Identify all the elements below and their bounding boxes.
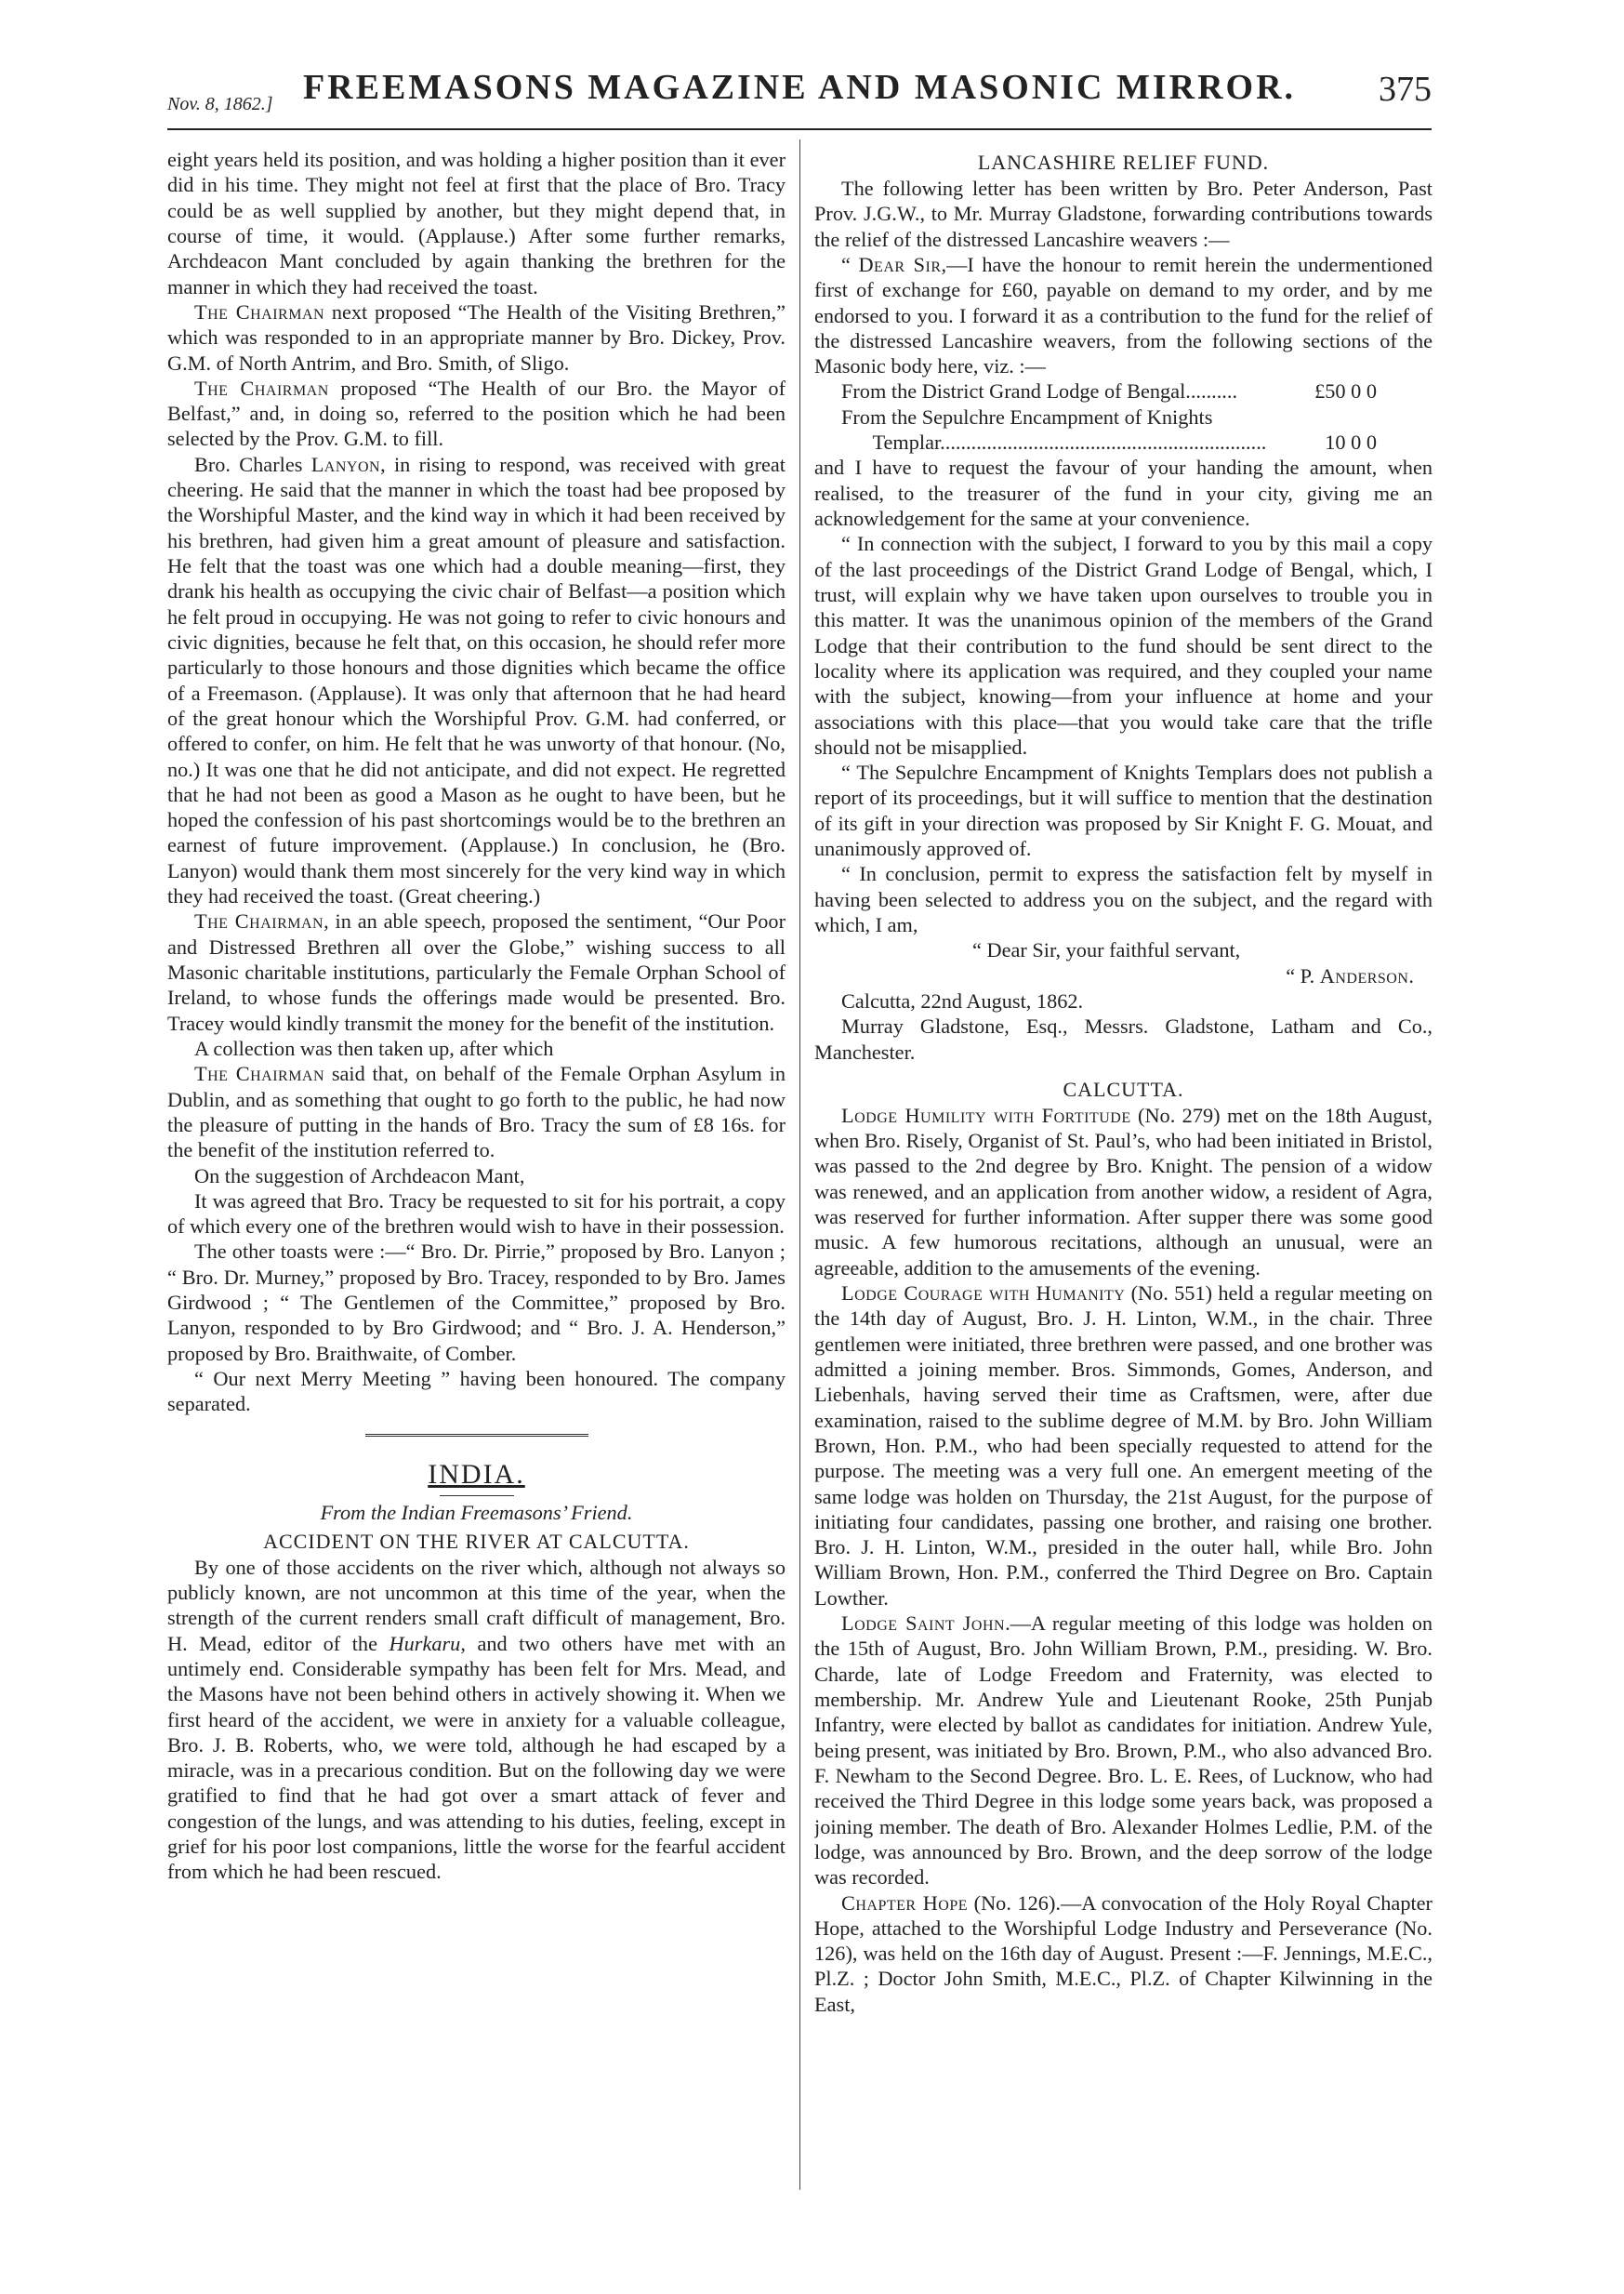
masthead — [167, 67, 1432, 123]
signature-text: . — [1408, 963, 1414, 988]
paragraph-text: , and two others have met with an untimely end. Considerable sympathy has been felt for Mrs. Mead, and the Masons have not been behind others in actively showing it. When we first heard of the accident, we were in anxiety for a valuable colleague, Bro. J. B. Roberts, who, we were told, although he had escaped by a miracle, was in a precarious condition. But on the following day we were gratified to find that he had got over a smart attack of fever and congestion of the lungs, and was attending to his duties, feeling, except in grief for his poor lost companions, little the worse for the fearful accident from which he had been rescued. — [167, 1631, 786, 1884]
paragraph — [814, 252, 1433, 379]
paragraph — [814, 1611, 1433, 1890]
column-divider — [799, 139, 800, 2190]
paragraph: “ The Sepulchre Encampment of Knights Templars does not publish a report of its proceedings, but it will suffice to mention that the destination of its gift in your direction was proposed by Sir Knight F. G. Mouat, and unanimously approved of. — [814, 761, 1433, 861]
section-heading: INDIA. — [428, 1458, 525, 1490]
paragraph — [167, 1555, 786, 1885]
dateline: Calcutta, 22nd August, 1862. — [840, 988, 1084, 1013]
article-heading: ACCIDENT ON THE RIVER AT CALCUTTA. — [263, 1529, 690, 1553]
paragraph: The following letter has been written by Bro. Peter Anderson, Past Prov. J.G.W., to Mr. Murray Gladstone, forwarding contributions towards the relief of the distressed Lancashire weavers :— — [814, 176, 1433, 251]
section-divider — [365, 1434, 588, 1439]
contribution-line: From the Sepulchre Encampment of Knights — [840, 404, 1213, 429]
paragraph — [167, 1061, 786, 1162]
paragraph: eight years held its position, and was holding a higher position than it ever did in his time. They might not feel at first that the place of Bro. Tracy could be as well supplied by another, but they might depend that, in course of time, it would. (Applause.) After some further remarks, Archdeacon Mant concluded by again thanking the brethren for the manner in which they had received the toast. — [167, 148, 786, 298]
section-subheading: From the Indian Freemasons’ Friend. — [320, 1501, 633, 1525]
publication-title: FREEMASONS MAGAZINE AND MASONIC MIRROR. — [302, 68, 1297, 107]
salutation: Dear Sir — [858, 252, 942, 276]
address-line: Murray Gladstone, Esq., Messrs. Gladstone, Latham and Co., Manchester. — [814, 1014, 1433, 1064]
contribution-amount: 10 0 0 — [1325, 431, 1377, 455]
paragraph-text: (No. 279) met on the 18th August, when Bro. Risely, Organist of St. Paul’s, who had been initiated in Bristol, was passed to the 2nd degree by Bro. Knight. The pension of a widow was renewed, and an application from another widow, a resident of Agra, was reserved for further information. After supper there was some good music. A few humorous recitations, although an unusual, were an agreeable, addition to the amusements of the evening. — [814, 1103, 1433, 1280]
speaker-name: Lanyon — [310, 452, 381, 476]
article-heading: LANCASHIRE RELIEF FUND. — [977, 151, 1270, 174]
paragraph — [167, 452, 786, 909]
paragraph-text: said that, on behalf of the Female Orphan Asylum in Dublin, and as something that ought to go forth to the public, he had now the pleasure of putting in the hands of Bro. Tracy the sum of £8 16s. for the benefit of the institution referred to. — [167, 1062, 786, 1162]
paragraph — [814, 1280, 1433, 1611]
contribution-label: Templar............................................................... — [872, 431, 1267, 455]
signature-text: “ P. — [1286, 963, 1320, 988]
paragraph: The other toasts were :—“ Bro. Dr. Pirrie,” proposed by Bro. Lanyon ; “ Bro. Dr. Murney,” proposed by Bro. Tracey, responded to by Bro. James Girdwood ; “ The Gentlemen of the Committee,” proposed by Bro. Lanyon, responded to by Bro Girdwood; and “ Bro. J. A. Henderson,” proposed by Bro. Braithwaite, of Comber. — [167, 1240, 786, 1365]
page-number: 375 — [1379, 70, 1432, 109]
paragraph — [167, 299, 786, 376]
issue-date: Nov. 8, 1862.] — [167, 94, 273, 114]
paragraph-text: proposed “The Health of our Bro. the Mayor of Belfast,” and, in doing so, referred to the position which he had been selected by the Prov. G.M. to fill. — [167, 376, 786, 451]
speaker-name: The Chairman — [193, 909, 324, 934]
paragraph-text: (No. 551) held a regular meeting on the 14th day of August, Bro. J. H. Linton, W.M., in the chair. Three gentlemen were initiated, three brethren were passed, and one brother was admitted a joining member. Bros. Simmonds, Gomes, Anderson, and Liebenhals, having served their time as Craftsmen, were, after due examination, raised to the sublime degree of M.M. by Bro. John William Brown, Hon. P.M., who had been specially requested to attend for the purpose. The meeting was a very full one. An emergent meeting of the same lodge was holden on Thursday, the 21st August, for the purpose of initiating four candidates, passing one brother, and raising one brother. Bro. J. H. Linton, W.M., presided in the outer hall, while Bro. John William Brown, Hon. P.M., conferred the Third Degree on Bro. Captain Lowther. — [814, 1281, 1433, 1610]
paragraph-text: , in rising to respond, was received with great cheering. He said that the manner in which the toast had bee proposed by the Worshipful Master, and the kind way in which it had been received by his brethren, had given him a great amount of pleasure and satisfaction. He felt that the toast was one which had a double meaning—first, they drank his health as occupying the civic chair of Belfast—a position which he felt proud in occupying. He was not going to refer to civic honours and civic dignities, because he felt that, on this occasion, he should refer more particularly to those honours and those dignities which became the office of a Freemason. (Applause). It was only that afternoon that he had heard of the great honour which the Worshipful Prov. G.M. had conferred, or offered to confer, on him. He felt that he was unworty of that honour. (No, no.) It was one that he did not anticipate, and did not expect. He regretted that he had not been as good a Mason as he ought to have been, but he hoped the confession of his past shortcomings would be to the brethren an earnest of future improvement. (Applause.) In conclusion, he (Bro. Lanyon) would thank them most sincerely for the very kind way in which they had received the toast. (Great cheering.) — [167, 452, 786, 908]
paragraph: and I have to request the favour of your handing the amount, when realised, to the treasurer of the fund in your city, giving me an acknowledgement for the same at your convenience. — [814, 456, 1433, 530]
contribution-line — [814, 378, 1433, 404]
paragraph — [814, 1103, 1433, 1280]
signature — [814, 963, 1433, 988]
paragraph — [167, 376, 786, 452]
paragraph: It was agreed that Bro. Tracy be requested to sit for his portrait, a copy of which every one of the brethren would wish to have in their possession. — [167, 1188, 786, 1239]
lodge-name: Lodge Saint John — [840, 1611, 1006, 1636]
paragraph-text: By one of those accidents on the river which, although not always so publicly known, are not uncommon at this time of the year, when the strength of the current renders small craft difficult of management, Bro. H. Mead, editor of the — [167, 1555, 786, 1655]
paragraph-text: ,—I have the honour to remit herein the undermentioned first of exchange for £60, payable on demand to my order, and by me endorsed to you. I forward it as a contribution to the fund for the relief of the distressed Lancashire weavers, from the following sections of the Masonic body here, viz. :— — [814, 252, 1433, 378]
lodge-name: Lodge Courage with Humanity — [840, 1281, 1126, 1305]
speaker-name: The Chairman — [193, 376, 329, 400]
chapter-name: Chapter Hope — [840, 1890, 969, 1915]
paragraph — [167, 908, 786, 1036]
paragraph: “ In connection with the subject, I forward to you by this mail a copy of the last proceedings of the District Grand Lodge of Bengal, which, I trust, will explain why we have taken upon ourselves to trouble you in this matter. It was the unanimous opinion of the members of the Grand Lodge that their contribution to the fund should be sent direct to the locality where its application was required, and they coupled your name with the subject, knowing—from your influence at home and your associations with this place—that you would take care that the trifle should not be misapplied. — [814, 532, 1433, 759]
short-rule — [440, 1495, 514, 1496]
speaker-name: The Chairman — [193, 299, 325, 324]
contribution-label: From the District Grand Lodge of Bengal.......... — [840, 379, 1238, 404]
paragraph-text: next proposed “The Health of the Visiting Brethren,” which was responded to in an appropriate manner by Bro. Dickey, Prov. G.M. of North Antrim, and Bro. Smith, of Sligo. — [167, 299, 786, 375]
paragraph: A collection was then taken up, after which — [193, 1036, 554, 1060]
masthead-rule — [167, 128, 1432, 130]
newspaper-name: Hurkaru — [389, 1631, 461, 1655]
paragraph-text: Bro. Charles — [193, 452, 311, 476]
paragraph-text: , in an able speech, proposed the sentiment, “Our Poor and Distressed Brethren all over the Globe,” wishing success to all Masonic charitable institutions, particularly the Female Orphan School of Ireland, to whose funds the offerings made would be presented. Bro. Tracey would kindly transmit the money for the benefit of the institution. — [167, 909, 786, 1035]
contribution-line — [814, 430, 1433, 455]
lodge-name: Lodge Humility with Fortitude — [840, 1103, 1131, 1127]
article-heading: CALCUTTA. — [1063, 1077, 1184, 1101]
left-column — [167, 147, 786, 2192]
paragraph-text: (No. 126).—A convocation of the Holy Royal Chapter Hope, attached to the Worshipful Lodge Industry and Perseverance (No. 126), was held on the 16th day of August. Present :—F. Jennings, M.E.C., Pl.Z. ; Doctor John Smith, M.E.C., Pl.Z. of Chapter Kilwinning in the East, — [814, 1890, 1433, 2016]
paragraph — [814, 1890, 1433, 2018]
contribution-amount: £50 0 0 — [1314, 379, 1377, 404]
signature-name: Anderson — [1319, 963, 1409, 988]
paragraph: On the suggestion of Archdeacon Mant, — [193, 1163, 525, 1187]
closing-line: “ Dear Sir, your faithful servant, — [972, 938, 1241, 962]
right-column — [814, 147, 1433, 2192]
paragraph: “ Our next Merry Meeting ” having been honoured. The company separated. — [167, 1367, 786, 1416]
paragraph-text: “ — [840, 252, 859, 276]
paragraph: “ In conclusion, permit to express the satisfaction felt by myself in having been selected to address you on the subject, and the regard with which, I am, — [814, 862, 1433, 936]
speaker-name: The Chairman — [193, 1062, 325, 1086]
paragraph-text: .—A regular meeting of this lodge was holden on the 15th of August, Bro. John William Brown, P.M., presiding. W. Bro. Charde, late of Lodge Freedom and Fraternity, was elected to membership. Mr. Andrew Yule and Lieutenant Rooke, 25th Punjab Infantry, were elected by ballot as candidates for initiation. Andrew Yule, being present, was initiated by Bro. Brown, P.M., who also advanced Bro. F. Newham to the Second Degree. Bro. L. E. Rees, of Lucknow, who had received the Third Degree in this lodge some years back, was proposed a joining member. The death of Bro. Alexander Holmes Ledlie, P.M. of the lodge, was announced by Bro. Brown, and the deep sorrow of the lodge was recorded. — [814, 1611, 1433, 1890]
